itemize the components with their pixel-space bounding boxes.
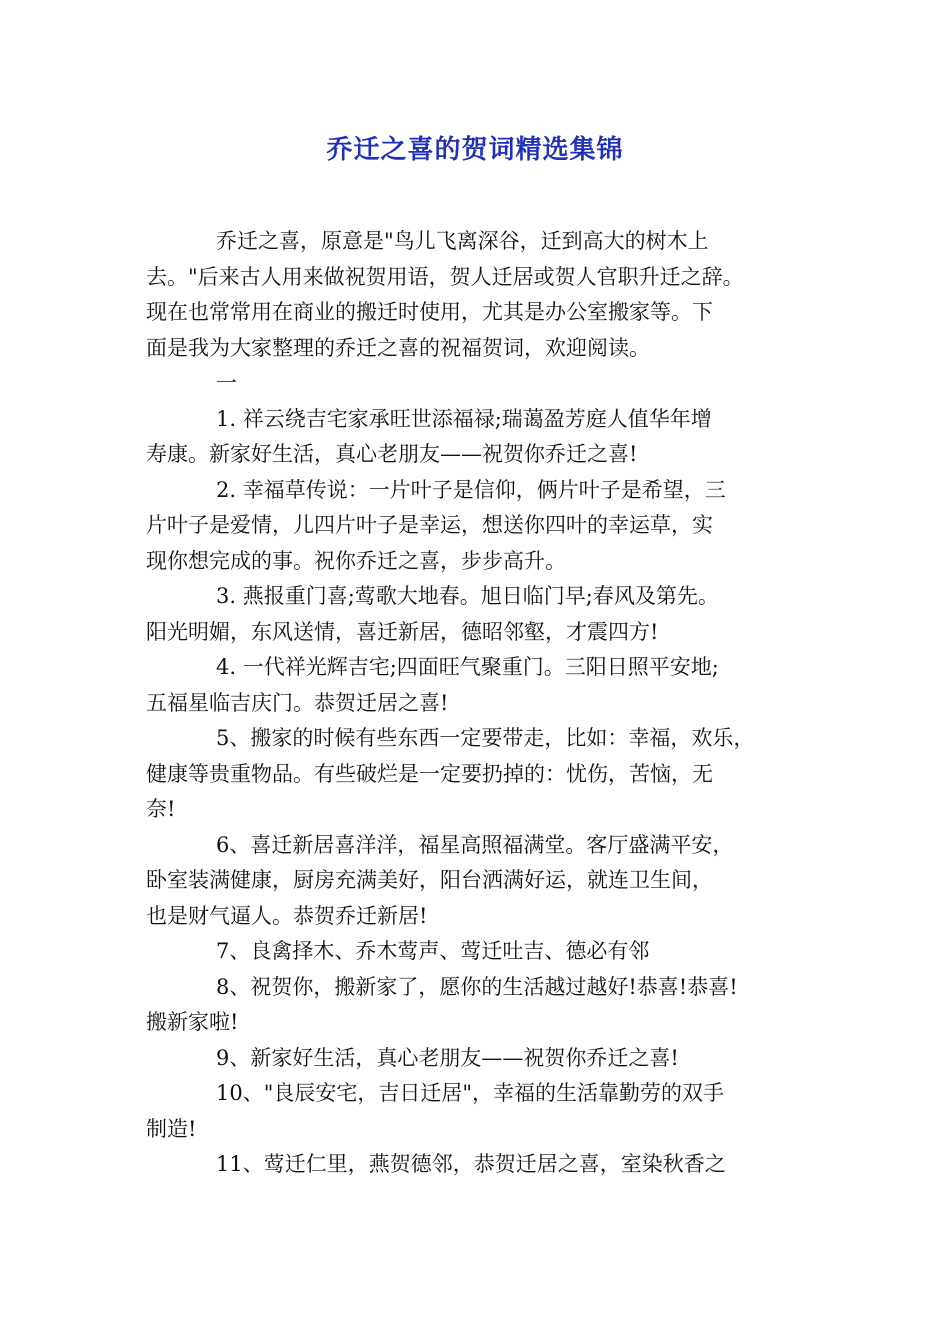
item-line: 卧室装满健康，厨房充满美好，阳台洒满好运，就连卫生间， [146, 868, 713, 892]
intro-line: 现在也常常用在商业的搬迁时使用，尤其是办公室搬家等。下 [146, 300, 713, 324]
item-line: 片叶子是爱情，儿四片叶子是幸运，想送你四叶的幸运草，实 [146, 513, 713, 537]
section-marker-text: 一 [216, 371, 237, 395]
blessing-item [146, 1147, 822, 1183]
document-title: 乔迁之喜的贺词精选集锦 [326, 135, 624, 165]
item-line: 3. 燕报重门喜;莺歌大地春。旭日临门早;春风及第先。 [216, 584, 719, 608]
item-line: 阳光明媚，东风送情，喜迁新居，德昭邻壑，才震四方! [146, 619, 659, 644]
document-body [146, 224, 822, 1183]
item-line: 10、"良辰安宅，吉日迁居"，幸福的生活靠勤劳的双手 [216, 1081, 725, 1105]
blessing-item [146, 1041, 822, 1077]
blessing-item [146, 579, 822, 650]
blessing-item [146, 1076, 822, 1147]
item-line: 2. 幸福草传说：一片叶子是信仰，俩片叶子是希望，三 [216, 477, 726, 502]
item-line: 五福星临吉庆门。恭贺迁居之喜! [146, 690, 449, 715]
blessing-item [146, 934, 822, 970]
blessing-item [146, 650, 822, 721]
section-marker [146, 366, 822, 402]
blessing-item [146, 721, 822, 828]
blessing-item [146, 828, 822, 935]
intro-line: 面是我为大家整理的乔迁之喜的祝福贺词，欢迎阅读。 [146, 335, 650, 360]
item-line: 5、搬家的时候有些东西一定要带走，比如：幸福，欢乐， [216, 726, 755, 750]
intro-paragraph [146, 224, 822, 366]
item-line: 现你想完成的事。祝你乔迁之喜，步步高升。 [146, 548, 566, 573]
blessing-item [146, 473, 822, 580]
item-line: 9、新家好生活，真心老朋友——祝贺你乔迁之喜! [216, 1045, 679, 1070]
intro-line: 去。"后来古人用来做祝贺用语，贺人迁居或贺人官职升迁之辞。 [146, 264, 744, 289]
item-line: 6、喜迁新居喜洋洋，福星高照福满堂。客厅盛满平安， [216, 832, 734, 857]
blessing-item [146, 402, 822, 473]
item-line: 搬新家啦! [146, 1010, 239, 1034]
item-line: 奈! [146, 797, 176, 821]
intro-line: 乔迁之喜，原意是"鸟儿飞离深谷，迁到高大的树木上 [216, 229, 709, 253]
item-line: 11、莺迁仁里，燕贺德邻，恭贺迁居之喜，室染秋香之 [216, 1152, 726, 1176]
item-line: 7、良禽择木、乔木莺声、莺迁吐吉、德必有邻 [216, 939, 650, 963]
item-line: 也是财气逼人。恭贺乔迁新居! [146, 903, 428, 928]
item-line: 4. 一代祥光辉吉宅;四面旺气聚重门。三阳日照平安地; [216, 655, 719, 679]
item-line: 健康等贵重物品。有些破烂是一定要扔掉的：忧伤，苦恼，无 [146, 761, 713, 786]
item-line: 8、祝贺你，搬新家了，愿你的生活越过越好!恭喜!恭喜! [216, 974, 738, 999]
item-line: 1. 祥云绕吉宅家承旺世添福禄;瑞蔼盈芳庭人值华年增 [216, 406, 712, 431]
item-line: 寿康。新家好生活，真心老朋友——祝贺你乔迁之喜! [146, 442, 638, 466]
item-line: 制造! [146, 1116, 197, 1141]
blessing-item [146, 970, 822, 1041]
